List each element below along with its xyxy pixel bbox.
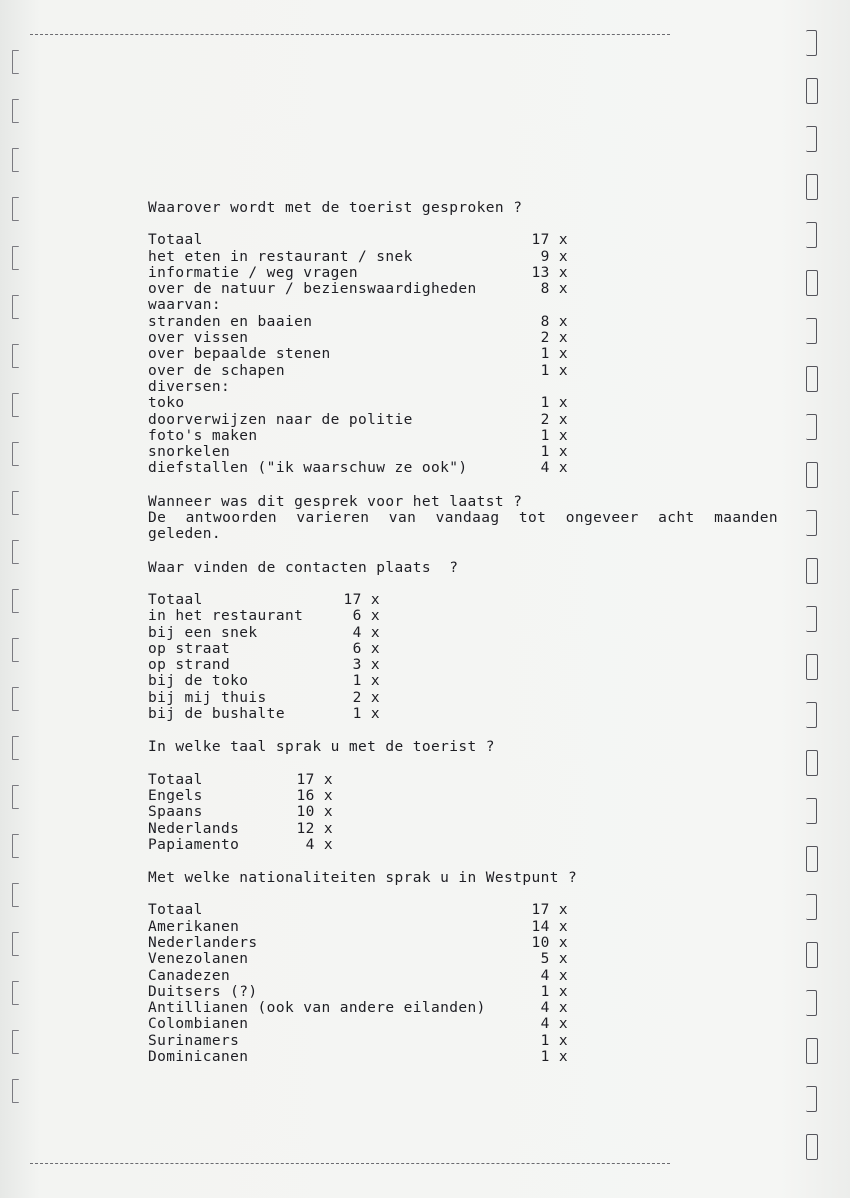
topics-row-label: over vissen [148,330,249,347]
topics-row [148,314,788,330]
locations-row-label: op straat [148,640,231,657]
punch-hole [806,654,818,680]
punch-hole [806,1134,818,1160]
locations-row [148,641,788,657]
topics-row-label: het eten in restaurant / snek [148,248,413,265]
locations-row [148,592,788,608]
survey-results [148,200,788,1065]
punch-hole [806,126,817,152]
topics-row-label: snorkelen [148,444,231,461]
punch-hole [12,99,19,123]
languages-row [148,837,788,853]
topics-row-count: 2 x [540,411,568,428]
topics-row-count: 1 x [540,346,568,363]
punch-hole [12,148,19,172]
nationalities-row-label: Totaal [148,902,203,919]
punch-hole [12,883,19,907]
locations-row-count: 6 x [352,608,380,625]
locations-row-label: bij een snek [148,624,258,641]
languages-row-count: 12 x [296,820,333,837]
topics-row-count: 1 x [540,395,568,412]
topics-row [148,428,788,444]
punch-hole [806,750,818,776]
topics-row [148,297,788,313]
section-topics [148,200,788,477]
nationalities-row-label: Duitsers (?) [148,983,258,1000]
locations-row-count: 3 x [352,657,380,674]
nationalities-row-label: Antillianen (ook van andere eilanden) [148,1000,486,1017]
nationalities-row-count: 4 x [540,1000,568,1017]
topics-row-count: 4 x [540,460,568,477]
right-punch-holes [800,20,830,1180]
nationalities-row [148,1049,788,1065]
punch-hole [806,318,817,344]
question-nationalities: Met welke nationaliteiten sprak u in Westpunt ? [148,870,578,887]
languages-row-label: Totaal [148,771,203,788]
punch-hole [806,702,817,728]
nationalities-row-label: Dominicanen [148,1049,249,1066]
topics-row-count: 8 x [540,281,568,298]
punch-hole [806,1038,818,1064]
languages-row-count: 10 x [296,804,333,821]
punch-hole [806,366,818,392]
bottom-edge-line [30,1163,670,1164]
locations-row-count: 4 x [352,624,380,641]
nationalities-row-count: 5 x [540,951,568,968]
nationalities-row-count: 17 x [531,902,568,919]
topics-row [148,281,788,297]
locations-row-label: bij mij thuis [148,689,267,706]
topics-row-label: foto's maken [148,427,258,444]
punch-hole [12,197,19,221]
topics-row-count: 1 x [540,427,568,444]
punch-hole [12,344,19,368]
topics-row [148,232,788,248]
topics-row [148,265,788,281]
languages-row-count: 4 x [305,836,333,853]
languages-row-count: 16 x [296,787,333,804]
languages-row-label: Spaans [148,804,203,821]
topics-row-count: 9 x [540,248,568,265]
punch-hole [12,981,19,1005]
languages-row [148,804,788,820]
question-locations: Waar vinden de contacten plaats ? [148,559,459,576]
punch-hole [806,606,817,632]
locations-row-count: 17 x [343,591,380,608]
punch-hole [806,222,817,248]
punch-hole [806,462,818,488]
nationalities-row-count: 4 x [540,1016,568,1033]
punch-hole [12,491,19,515]
topics-row-label: diefstallen ("ik waarschuw ze ook") [148,460,468,477]
languages-row [148,788,788,804]
languages-row-count: 17 x [296,771,333,788]
topics-row-count: 1 x [540,444,568,461]
punch-hole [806,78,818,104]
punch-hole [12,1030,19,1054]
topics-row-label: stranden en baaien [148,313,313,330]
topics-row-count: 8 x [540,313,568,330]
question-topics: Waarover wordt met de toerist gesproken ? [148,200,523,216]
top-edge-line [30,34,670,35]
nationalities-row [148,935,788,951]
punch-hole [12,295,19,319]
locations-row-label: op strand [148,657,231,674]
locations-row [148,690,788,706]
nationalities-table [148,902,788,1065]
nationalities-row-count: 1 x [540,983,568,1000]
punch-hole [806,894,817,920]
nationalities-row-count: 14 x [531,918,568,935]
topics-row-label: over de schapen [148,362,285,379]
punch-hole [12,932,19,956]
nationalities-row [148,951,788,967]
topics-row-count: 2 x [540,330,568,347]
punch-hole [806,798,817,824]
languages-table [148,772,788,853]
punch-hole [12,687,19,711]
section-nationalities [148,870,788,1065]
languages-row-label: Nederlands [148,820,240,837]
nationalities-row [148,1000,788,1016]
languages-row-label: Engels [148,787,203,804]
nationalities-row-count: 4 x [540,967,568,984]
punch-hole [806,1086,817,1112]
punch-hole [806,846,818,872]
topics-row [148,249,788,265]
locations-row-count: 1 x [352,673,380,690]
question-languages: In welke taal sprak u met de toerist ? [148,739,495,756]
locations-row [148,608,788,624]
topics-row [148,460,788,476]
nationalities-row-label: Surinamers [148,1032,240,1049]
topics-row [148,444,788,460]
locations-row-label: bij de bushalte [148,706,285,723]
locations-row-count: 2 x [352,689,380,706]
languages-row [148,772,788,788]
topics-table [148,232,788,476]
topics-row-count: 1 x [540,362,568,379]
section-last-contact [148,494,788,543]
nationalities-row-count: 1 x [540,1049,568,1066]
punch-hole [12,736,19,760]
punch-hole [806,30,817,56]
topics-row-label: over bepaalde stenen [148,346,331,363]
punch-hole [806,174,818,200]
punch-hole [12,442,19,466]
topics-row [148,379,788,395]
topics-row-label: informatie / weg vragen [148,264,358,281]
nationalities-row [148,968,788,984]
nationalities-row [148,984,788,1000]
punch-hole [806,270,818,296]
punch-hole [806,414,817,440]
answer-line-2: geleden. [148,526,222,543]
nationalities-row [148,919,788,935]
punch-hole [12,540,19,564]
punch-hole [12,785,19,809]
punch-hole [12,638,19,662]
nationalities-row-count: 10 x [531,934,568,951]
nationalities-row-label: Colombianen [148,1016,249,1033]
nationalities-row-label: Nederlanders [148,934,258,951]
nationalities-row-label: Amerikanen [148,918,240,935]
punch-hole [12,589,19,613]
answer-last-contact [148,510,778,543]
topics-row-label: doorverwijzen naar de politie [148,411,413,428]
nationalities-row [148,1033,788,1049]
punch-hole [12,834,19,858]
section-languages [148,739,788,853]
question-last-contact: Wanneer was dit gesprek voor het laatst ? [148,493,523,510]
topics-row-count: 13 x [531,264,568,281]
topics-row [148,412,788,428]
nationalities-row [148,1016,788,1032]
locations-row-count: 6 x [352,640,380,657]
topics-row-count: 17 x [531,232,568,249]
topics-row-label: waarvan: [148,297,222,314]
punch-hole [806,990,817,1016]
topics-row [148,346,788,362]
nationalities-row [148,902,788,918]
locations-row [148,673,788,689]
nationalities-row-label: Venezolanen [148,951,249,968]
languages-row-label: Papiamento [148,836,240,853]
locations-row [148,706,788,722]
punch-hole [12,50,19,74]
locations-table [148,592,788,722]
punch-hole [806,510,817,536]
left-punch-holes [8,40,30,1140]
punch-hole [12,393,19,417]
locations-row-label: bij de toko [148,673,249,690]
locations-row-label: Totaal [148,591,203,608]
locations-row [148,657,788,673]
topics-row-label: Totaal [148,232,203,249]
topics-row [148,363,788,379]
punch-hole [12,246,19,270]
nationalities-row-count: 1 x [540,1032,568,1049]
punch-hole [806,942,818,968]
topics-row [148,330,788,346]
locations-row-label: in het restaurant [148,608,304,625]
locations-row-count: 1 x [352,706,380,723]
section-locations [148,560,788,723]
nationalities-row-label: Canadezen [148,967,231,984]
punch-hole [12,1079,19,1103]
topics-row [148,395,788,411]
punch-hole [806,558,818,584]
topics-row-label: toko [148,395,185,412]
topics-row-label: over de natuur / bezienswaardigheden [148,281,477,298]
answer-line-1: De antwoorden varieren van vandaag tot ongeveer acht maanden [148,510,778,527]
locations-row [148,625,788,641]
languages-row [148,821,788,837]
topics-row-label: diversen: [148,378,231,395]
